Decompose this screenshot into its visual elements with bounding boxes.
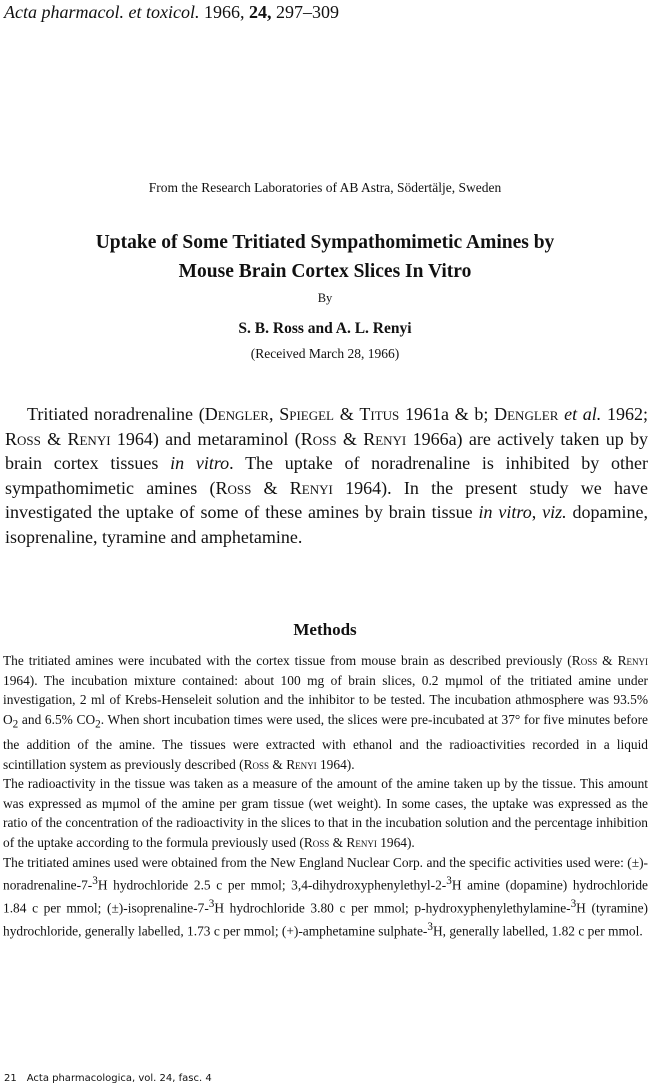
text-run: & (40, 428, 68, 449)
author-ref: Ross (215, 477, 252, 498)
authors: S. B. Ross and A. L. Renyi (238, 320, 412, 337)
author-ref: Ross (243, 756, 270, 772)
methods-section (3, 651, 648, 941)
text-run: H, generally labelled, 1.82 c per mmol. (432, 923, 643, 939)
superscript: 3 (92, 875, 98, 888)
article-title (20, 228, 630, 286)
superscript: 3 (208, 898, 215, 911)
author-ref: Spiegel (279, 404, 334, 424)
footer-journal-info: Acta pharmacologica, vol. 24, fasc. 4 (26, 1073, 212, 1084)
methods-paragraph-2 (3, 774, 648, 852)
journal-citation-header (4, 2, 339, 23)
text-run: 1962; (601, 404, 649, 424)
text-run: 1966a) are actively taken up by brain cortex tissues (5, 428, 648, 473)
footer-page-number: 21 (4, 1073, 17, 1084)
methods-paragraph-3 (3, 853, 648, 942)
author-ref: Ross (300, 428, 337, 449)
page-footer (4, 1073, 212, 1084)
author-ref: Ross (5, 428, 41, 449)
author-ref: Ross (303, 835, 330, 851)
text-run: & (597, 653, 618, 668)
received-date: (Received March 28, 1966) (250, 346, 400, 361)
journal-volume: 24, (248, 2, 272, 22)
author-ref: Dengler (204, 404, 269, 424)
text-run: H (tyramine) hydrochloride, generally labelled, 1.73 c per mmol; (+)-amphetamine sulphate- (3, 900, 648, 939)
text-run: 1964) and metaraminol ( (110, 428, 301, 449)
byline-label: By (317, 291, 333, 305)
text-run: and 6.5% CO (18, 711, 96, 727)
text-run: The radioactivity in the tissue was taken as a measure of the amount of the amine taken up by the tissue. This amount was expressed as mμmol of the amine per gram tissue (wet weight). In some cases, the uptake was expressed as the ratio of the concentration of the radioactivity in the slices to that in the incubation solution and the percentage inhibition of the uptake according to the formula previously used ( (3, 776, 648, 851)
superscript: 3 (427, 921, 433, 934)
author-ref: Dengler (494, 404, 559, 424)
text-run: . When short incubation times were used, the slices were pre-incubated at 37° for five minutes before the addition of the amine. The tissues were extracted with ethanol and the radioactivities recorded in a liquid scintillation system as previously described ( (3, 711, 648, 772)
text-run: 1961a & b; (399, 404, 495, 424)
text-run: H amine (dopamine) hydrochloride 1.84 c per mmol; (±)-isoprenaline-7- (3, 877, 648, 916)
journal-pages: 297–309 (275, 2, 339, 22)
affiliation: From the Research Laboratories of AB Astra, Södertälje, Sweden (148, 180, 502, 195)
text-run: Tritiated noradrenaline ( (27, 404, 205, 424)
subscript: 2 (12, 718, 19, 731)
text-run: dopamine, isoprenaline, tyramine and amphetamine. (5, 502, 649, 547)
text-run: H hydrochloride 2.5 c per mmol; 3,4-dihydroxyphenylethyl-2- (97, 877, 447, 893)
superscript: 3 (446, 875, 452, 888)
title-line-2: Mouse Brain Cortex Slices In Vitro (178, 261, 472, 282)
text-run: & (333, 404, 360, 424)
italic-run: viz. (542, 502, 567, 522)
text-run: 1964). The incubation mixture contained: about 100 mg of brain slices, 0.2 mμmol of the tritiated amine under investigation, 2 ml of Krebs-Henseleit solution and the inhibitor to be tested. The incubation athmosphere was 93.5% O (3, 672, 648, 727)
text-run: & (336, 428, 364, 449)
text-run: . The uptake of noradrenaline is inhibited by other sympathomimetic amines ( (5, 453, 648, 498)
text-run: H hydrochloride 3.80 c per mmol; p-hydroxyphenylethylamine- (214, 900, 571, 916)
journal-name: Acta pharmacol. et toxicol. (4, 2, 200, 22)
author-ref: Renyi (363, 428, 407, 449)
subscript: 2 (95, 718, 101, 731)
section-heading-methods: Methods (293, 620, 357, 639)
text-run: 1964). (316, 756, 355, 772)
italic-run: in vitro (170, 453, 230, 473)
text-run: , (531, 502, 543, 522)
superscript: 3 (570, 898, 577, 911)
author-ref: Renyi (67, 428, 111, 449)
text-run: & (269, 756, 287, 772)
text-run: & (329, 835, 347, 851)
author-ref: Renyi (289, 477, 333, 498)
author-ref: Renyi (286, 756, 317, 772)
abstract-paragraph (5, 402, 648, 549)
text-run: 1964). (376, 835, 415, 851)
journal-year: 1966, (203, 2, 245, 22)
title-line-1: Uptake of Some Tritiated Sympathomimetic Amines by (95, 232, 555, 253)
author-ref: Titus (359, 404, 400, 424)
italic-run: in vitro (478, 502, 532, 522)
italic-run: et al. (564, 404, 602, 424)
author-ref: Ross (571, 653, 598, 668)
text-run: & (251, 477, 290, 498)
text-run: The tritiated amines used were obtained from the New England Nuclear Corp. and the specific activities used were: (±)-noradrenaline-7- (3, 854, 648, 893)
methods-paragraph-1 (3, 651, 648, 774)
text-run: The tritiated amines were incubated with the cortex tissue from mouse brain as described previously ( (3, 653, 572, 668)
author-ref: Renyi (346, 835, 377, 851)
abstract (5, 402, 648, 549)
author-ref: Renyi (617, 653, 648, 668)
text-run: 1964). In the present study we have investigated the uptake of some of these amines by brain tissue (5, 477, 648, 522)
text-run: , (268, 404, 280, 424)
